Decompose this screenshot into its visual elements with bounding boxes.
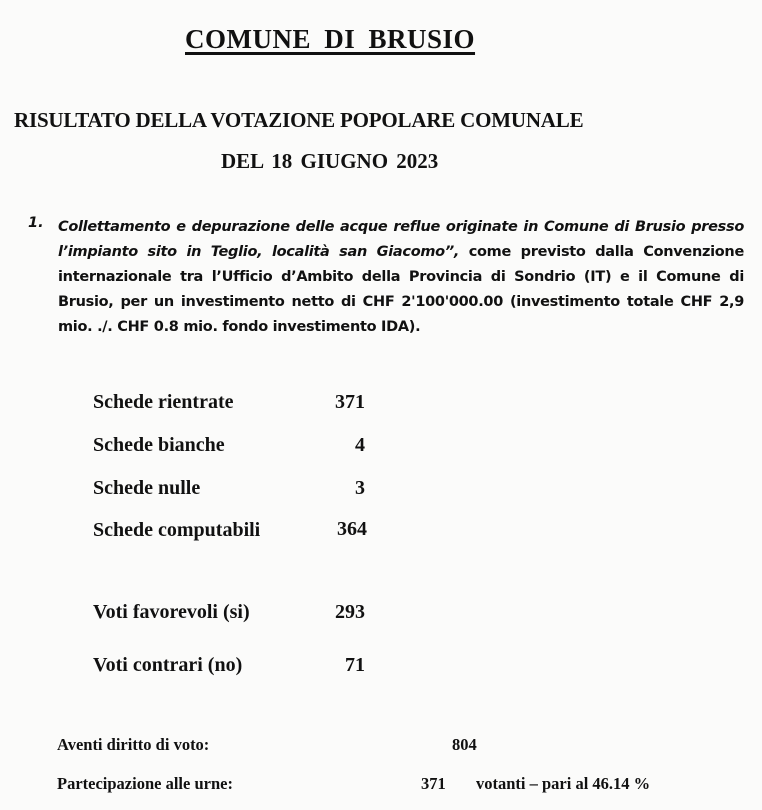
turnout-percentage: votanti – pari al 46.14 %	[476, 774, 651, 793]
valid-ballots-label: Schede computabili	[93, 519, 261, 541]
document-subtitle: RISULTATO DELLA VOTAZIONE POPOLARE COMUNALE	[14, 108, 584, 132]
votes-no-label: Voti contrari (no)	[93, 654, 243, 676]
null-ballots-value: 3	[355, 477, 365, 499]
votes-yes-label: Voti favorevoli (si)	[93, 601, 250, 623]
null-ballots-label: Schede nulle	[93, 477, 201, 499]
blank-ballots-label: Schede bianche	[93, 434, 225, 456]
votes-no-value: 71	[345, 654, 365, 676]
ballots-returned-value: 371	[335, 391, 365, 413]
votes-yes-value: 293	[335, 601, 365, 623]
valid-ballots-value: 364	[337, 518, 367, 540]
page-title: COMUNE DI BRUSIO	[185, 24, 476, 54]
blank-ballots-value: 4	[355, 434, 365, 456]
turnout-label: Partecipazione alle urne:	[57, 774, 233, 793]
turnout-voters-value: 371	[421, 774, 446, 793]
item-description	[58, 215, 744, 340]
ballots-returned-label: Schede rientrate	[93, 391, 234, 413]
eligible-voters-value: 804	[452, 735, 477, 754]
item-number: 1.	[28, 215, 44, 231]
item-details: come previsto dalla Convenzione internazionale tra l’Ufficio d’Ambito della Provincia di Sondrio (IT) e il Comune di Brusio, per un investimento netto di CHF 2'100'000.00 (investimento totale CHF 2,9 mio. ./. CHF 0.8 mio. fondo investimento IDA).	[58, 244, 744, 335]
item-title: Collettamento e depurazione delle acque reflue originate in Comune di Brusio presso l’impianto sito in Teglio, località san Giacomo”,	[58, 219, 744, 260]
eligible-voters-label: Aventi diritto di voto:	[57, 735, 210, 754]
vote-date: DEL 18 GIUGNO 2023	[221, 149, 439, 173]
